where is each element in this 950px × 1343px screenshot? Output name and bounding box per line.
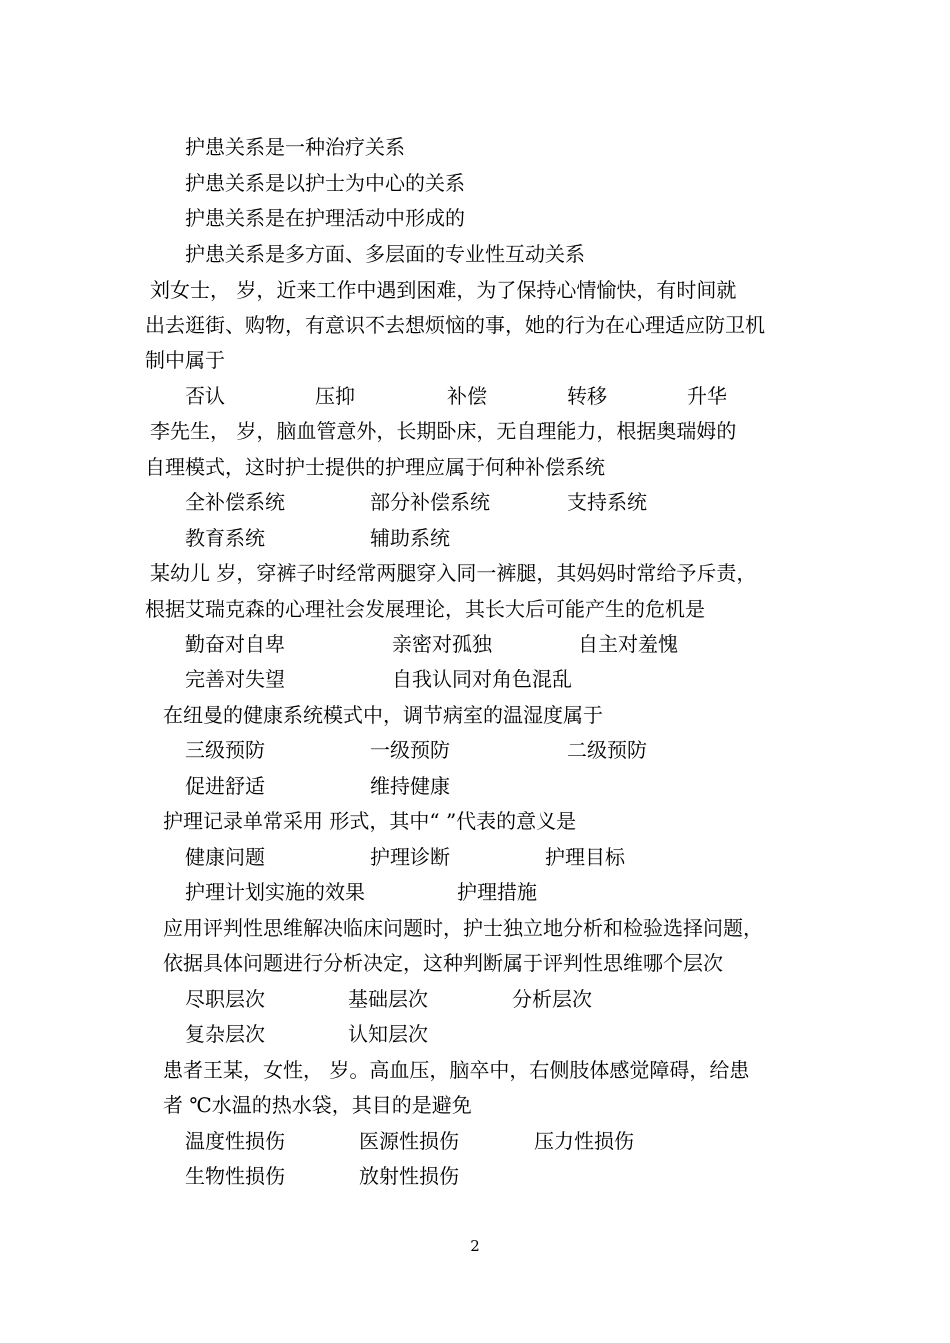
q5-stem-line-1: 在纽曼的健康系统模式中，调节病室的温湿度属于 — [163, 703, 603, 727]
q2-option-a: 否认 — [185, 384, 225, 408]
q7-option-b: 基础层次 — [348, 987, 428, 1011]
q4-option-c: 自主对羞愧 — [578, 632, 678, 656]
q8-option-a: 温度性损伤 — [185, 1129, 285, 1153]
q4-stem-line-2: 根据艾瑞克森的心理社会发展理论，其长大后可能产生的危机是 — [145, 597, 705, 621]
q7-stem-line-1: 应用评判性思维解决临床问题时，护士独立地分析和检验选择问题， — [163, 916, 763, 940]
q6-option-b: 护理诊断 — [370, 845, 450, 869]
q8-option-c: 压力性损伤 — [534, 1129, 634, 1153]
q8-option-b: 医源性损伤 — [359, 1129, 459, 1153]
q3-option-b: 部分补偿系统 — [370, 490, 490, 514]
q6-option-d: 护理计划实施的效果 — [185, 880, 365, 904]
q2-option-d: 转移 — [567, 384, 607, 408]
q2-option-b: 压抑 — [315, 384, 355, 408]
q1-option-a: 护患关系是一种治疗关系 — [185, 135, 405, 159]
q7-option-a: 尽职层次 — [185, 987, 265, 1011]
q5-option-c: 二级预防 — [567, 738, 647, 762]
q7-option-e: 认知层次 — [348, 1022, 428, 1046]
q4-option-e: 自我认同对角色混乱 — [392, 667, 572, 691]
q2-option-e: 升华 — [687, 384, 727, 408]
q8-stem-line-2: 者 ℃水温的热水袋，其目的是避免 — [163, 1093, 472, 1117]
q4-option-d: 完善对失望 — [185, 667, 285, 691]
q5-option-d: 促进舒适 — [185, 774, 265, 798]
q6-option-e: 护理措施 — [457, 880, 537, 904]
q7-option-d: 复杂层次 — [185, 1022, 265, 1046]
q8-option-e: 放射性损伤 — [359, 1164, 459, 1188]
q5-option-a: 三级预防 — [185, 738, 265, 762]
q7-stem-line-2: 依据具体问题进行分析决定，这种判断属于评判性思维哪个层次 — [163, 951, 723, 975]
q3-option-a: 全补偿系统 — [185, 490, 285, 514]
q2-option-c: 补偿 — [447, 384, 487, 408]
q6-option-a: 健康问题 — [185, 845, 265, 869]
q1-option-c: 护患关系是在护理活动中形成的 — [185, 206, 465, 230]
q3-option-e: 辅助系统 — [370, 526, 450, 550]
q3-option-d: 教育系统 — [185, 526, 265, 550]
q4-option-b: 亲密对孤独 — [392, 632, 492, 656]
page-number: 2 — [470, 1237, 480, 1255]
q6-stem-line-1: 护理记录单常采用 形式，其中“ ”代表的意义是 — [163, 809, 577, 833]
q2-stem-line-3: 制中属于 — [145, 348, 225, 372]
q1-option-b: 护患关系是以护士为中心的关系 — [185, 171, 465, 195]
q4-option-a: 勤奋对自卑 — [185, 632, 285, 656]
q6-option-c: 护理目标 — [545, 845, 625, 869]
q2-stem-line-2: 出去逛街、购物，有意识不去想烦恼的事，她的行为在心理适应防卫机 — [145, 313, 765, 337]
q1-option-d: 护患关系是多方面、多层面的专业性互动关系 — [185, 242, 585, 266]
q4-stem-line-1: 某幼儿 岁，穿裤子时经常两腿穿入同一裤腿，其妈妈时常给予斥责， — [150, 561, 757, 585]
q5-option-e: 维持健康 — [370, 774, 450, 798]
q2-stem-line-1: 刘女士， 岁，近来工作中遇到困难，为了保持心情愉快，有时间就 — [150, 278, 737, 302]
q8-option-d: 生物性损伤 — [185, 1164, 285, 1188]
q3-stem-line-2: 自理模式，这时护士提供的护理应属于何种补偿系统 — [145, 455, 605, 479]
q3-stem-line-1: 李先生， 岁，脑血管意外，长期卧床，无自理能力，根据奥瑞姆的 — [150, 419, 737, 443]
q5-option-b: 一级预防 — [370, 738, 450, 762]
q8-stem-line-1: 患者王某，女性， 岁。高血压，脑卒中，右侧肢体感觉障碍，给患 — [163, 1058, 750, 1082]
q3-option-c: 支持系统 — [567, 490, 647, 514]
q7-option-c: 分析层次 — [512, 987, 592, 1011]
